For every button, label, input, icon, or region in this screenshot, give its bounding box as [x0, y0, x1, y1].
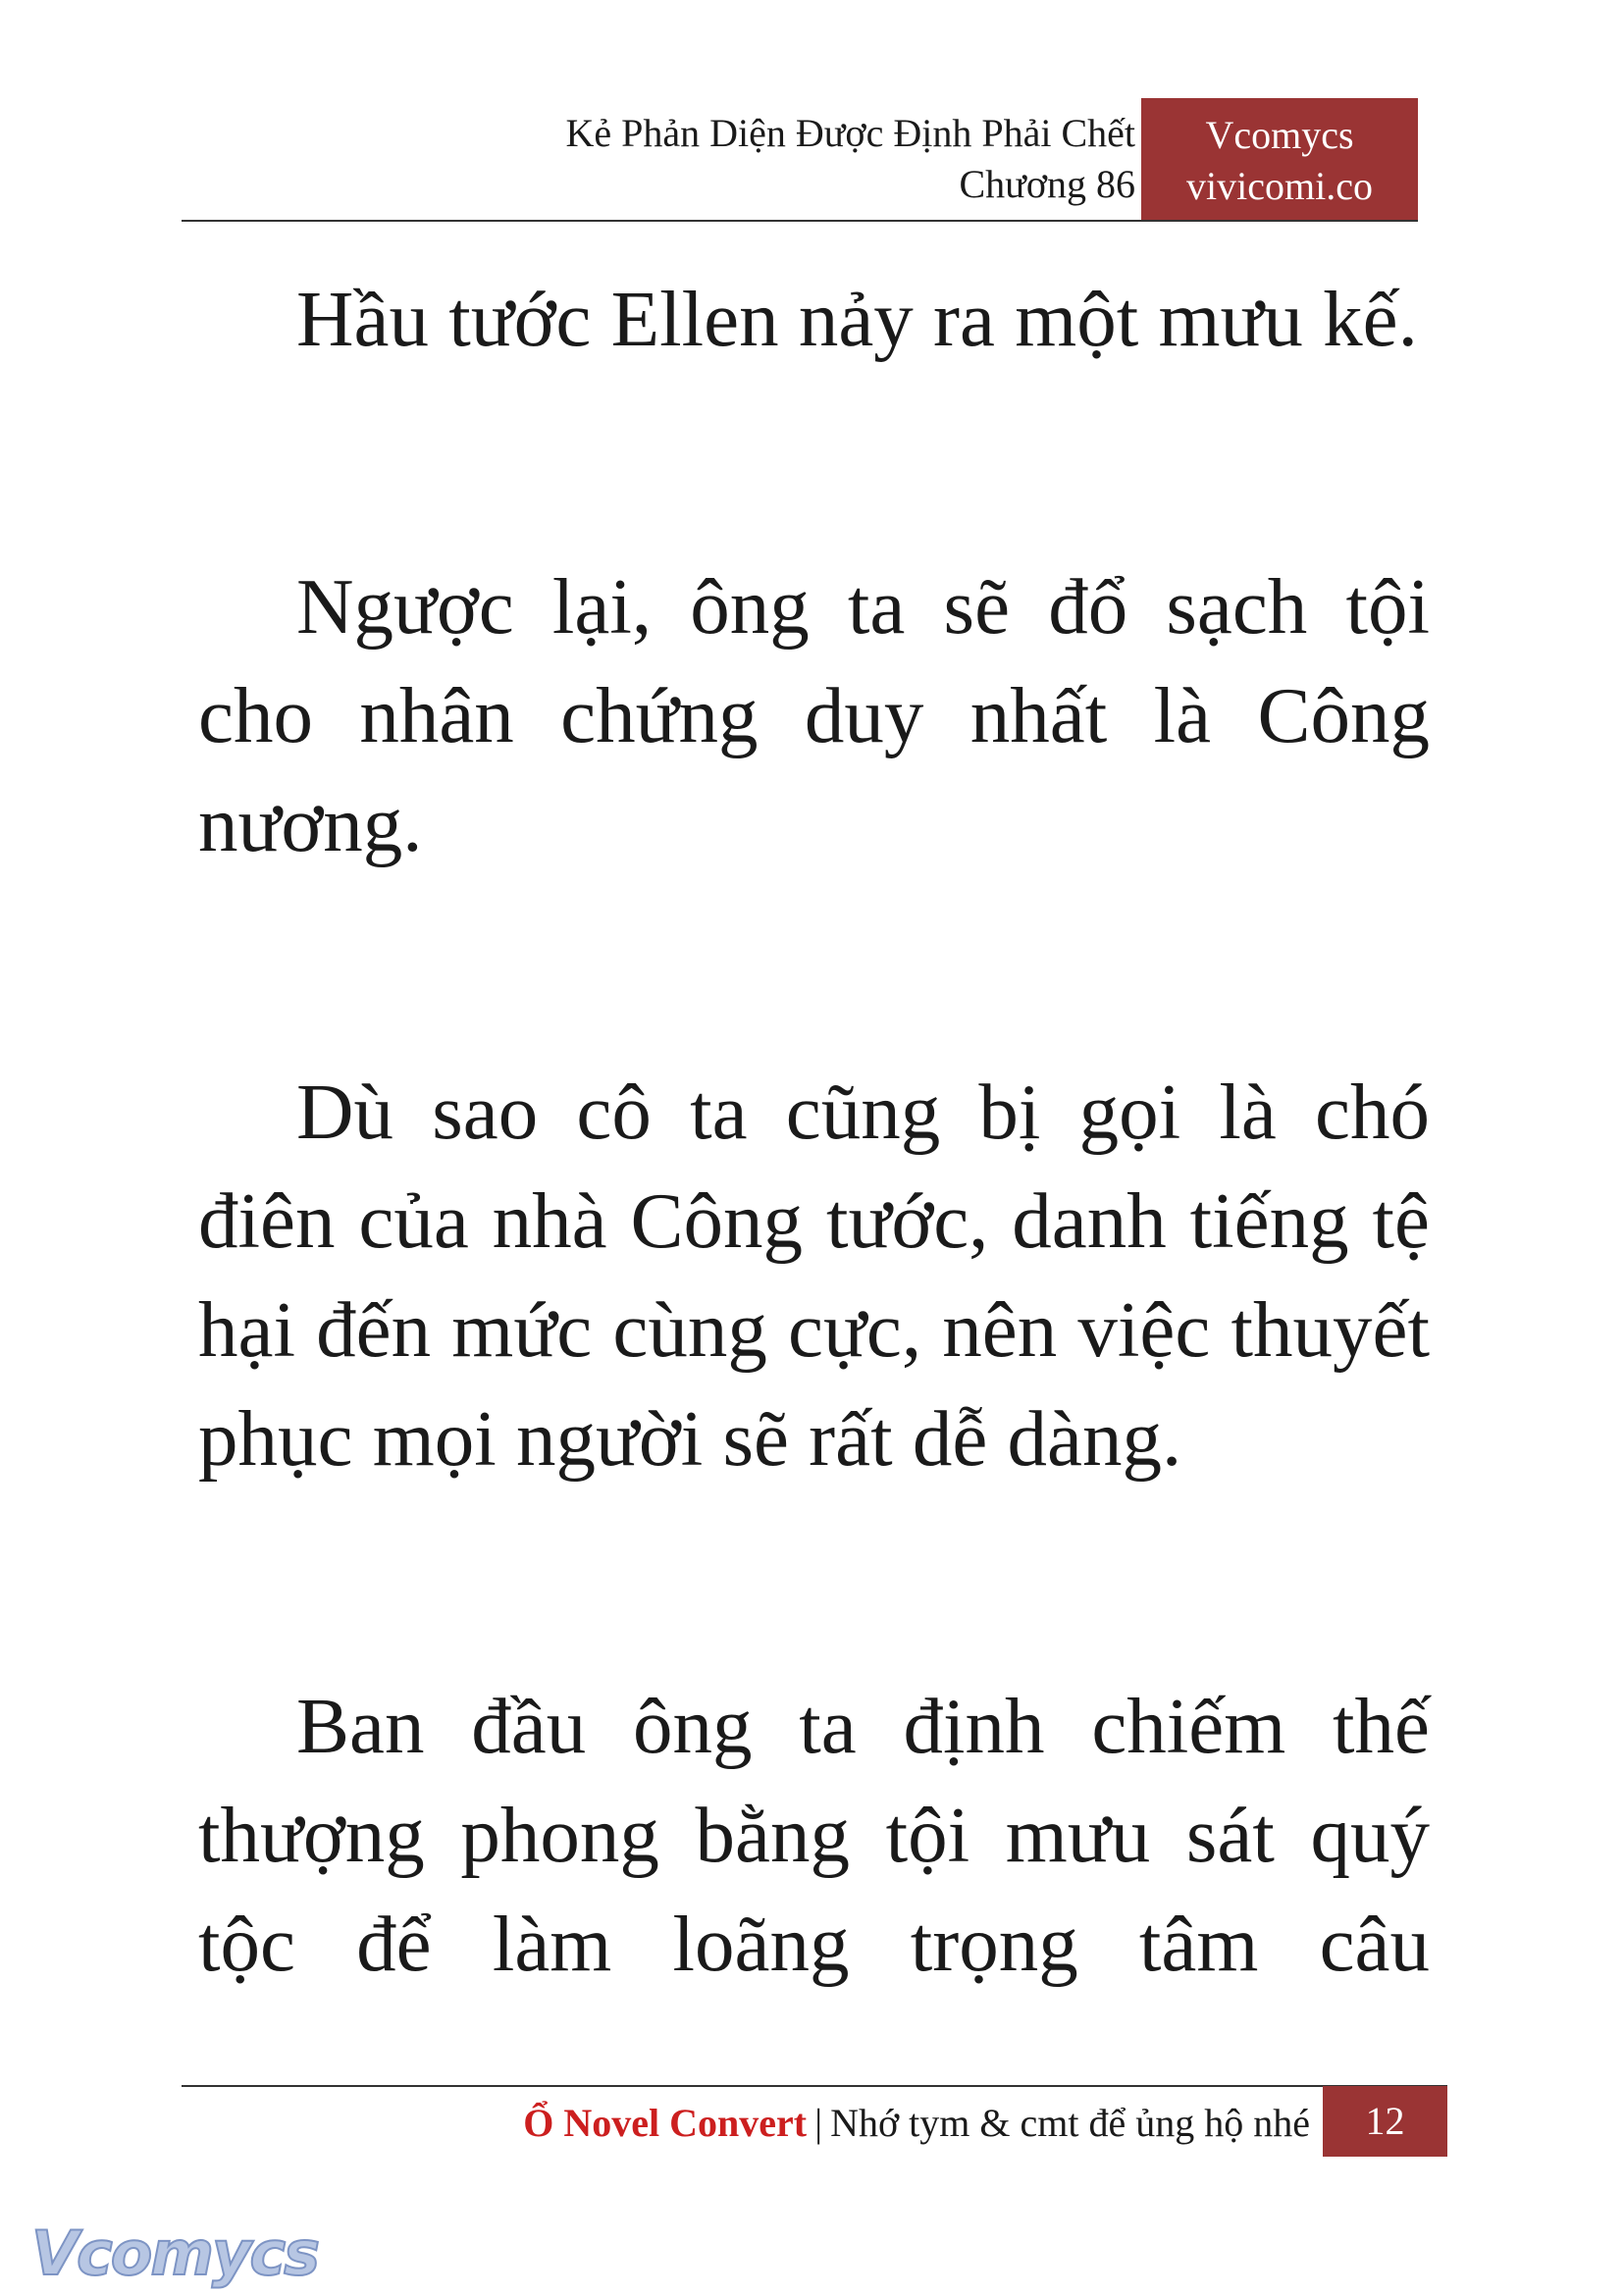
page-footer — [523, 2096, 1310, 2151]
page-header — [182, 98, 1418, 218]
footer-divider — [182, 2085, 1447, 2087]
footer-message: Nhớ tym & cmt để ủng hộ nhé — [830, 2101, 1310, 2145]
page-number: 12 — [1323, 2086, 1447, 2157]
paragraph-2: Ngược lại, ông ta sẽ đổ sạch tội cho nhân chứng duy nhất là Công nương. — [198, 562, 1430, 868]
vcomycs-logo: Vcomycs — [31, 2217, 319, 2289]
footer-brand: Ổ Novel Convert — [523, 2101, 808, 2145]
footer-separator: | — [814, 2101, 823, 2145]
header-title-block — [565, 108, 1135, 210]
paragraph-3: Dù sao cô ta cũng bị gọi là chó điên của nhà Công tước, danh tiếng tệ hại đến mức cùng cực, nên việc thuyết phục mọi người sẽ rất dễ dàng. — [198, 1068, 1430, 1483]
header-divider — [182, 220, 1418, 222]
paragraph-4: Ban đầu ông ta định chiếm thế thượng phong bằng tội mưu sát quý tộc để làm loãng trọng tâm câu — [198, 1682, 1430, 1988]
chapter-content — [198, 265, 1430, 1999]
site-domain: vivicomi.co — [1186, 164, 1373, 208]
site-badge — [1141, 98, 1418, 220]
site-name: Vcomycs — [1205, 113, 1354, 157]
book-title: Kẻ Phản Diện Được Định Phải Chết — [565, 111, 1135, 155]
chapter-label: Chương 86 — [959, 162, 1135, 206]
paragraph-1: Hầu tước Ellen nảy ra một mưu kế. — [296, 275, 1418, 363]
